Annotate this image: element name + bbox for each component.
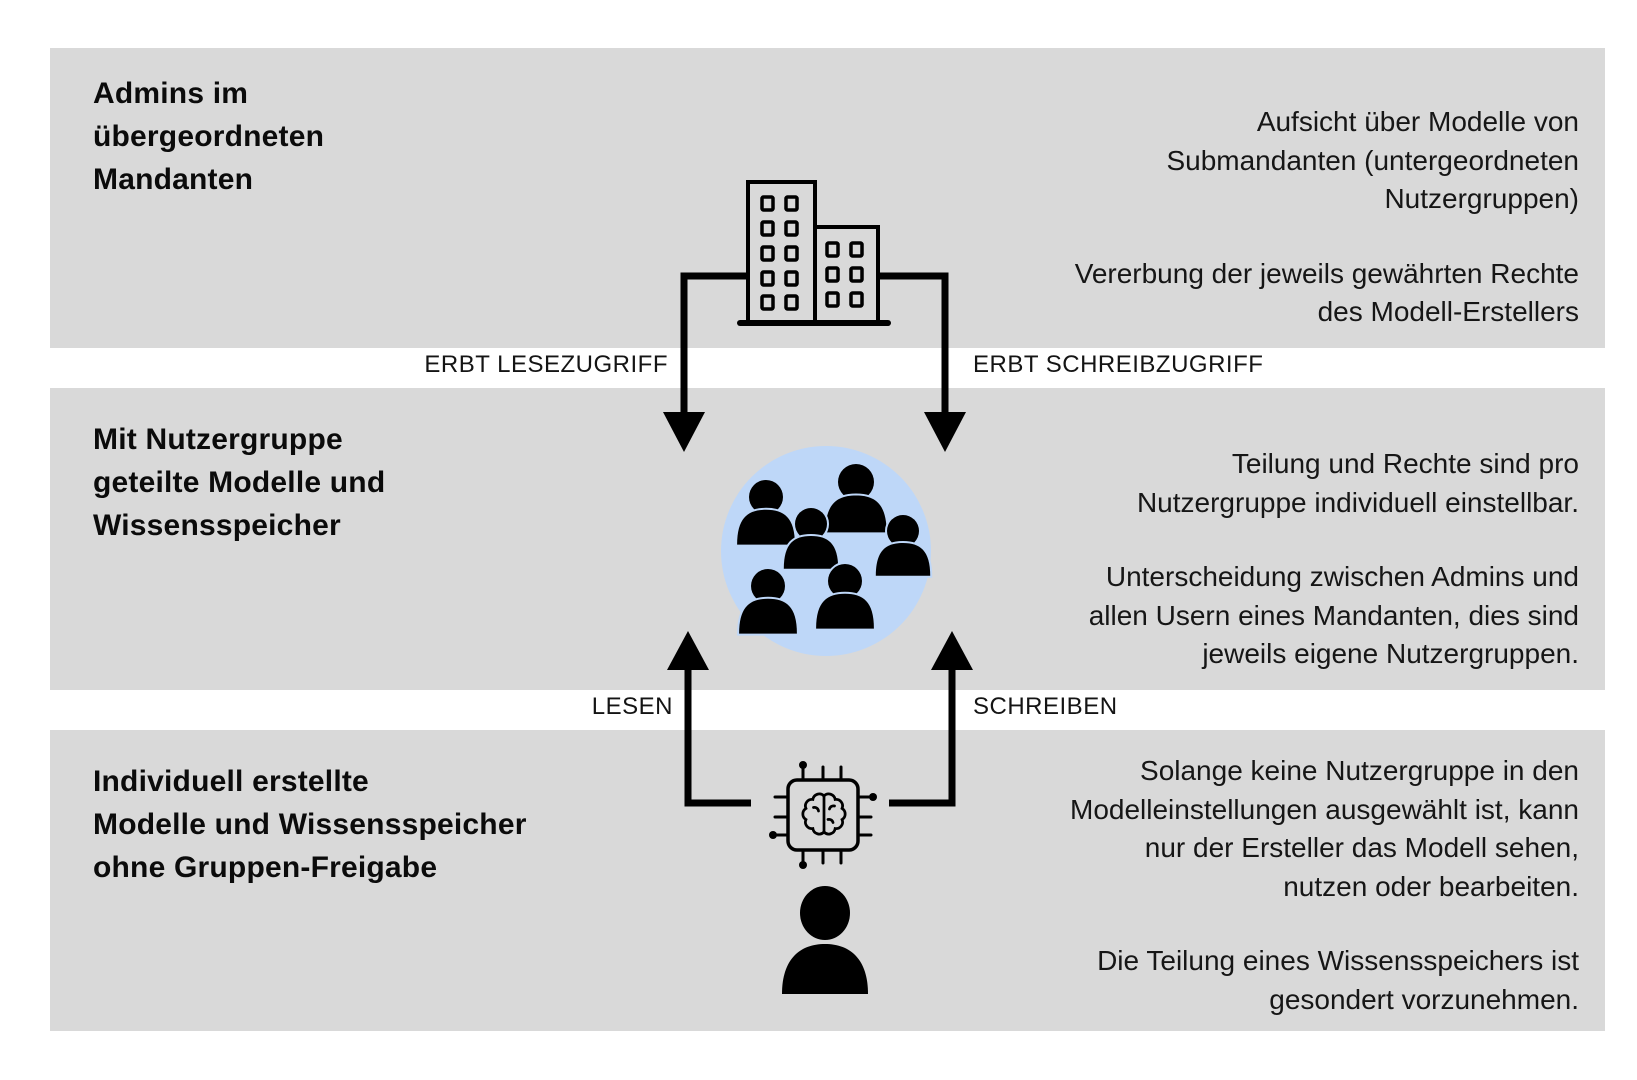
annotation-line: jeweils eigene Nutzergruppen. <box>1202 638 1579 669</box>
annotation-paragraph <box>1075 255 1579 332</box>
band-heading <box>93 760 527 889</box>
annotation-line: Aufsicht über Modelle von <box>1256 106 1579 137</box>
band-group-shared <box>50 388 1605 690</box>
band-annotations <box>1070 752 1579 1019</box>
heading-line: geteilte Modelle und <box>93 466 386 499</box>
heading-line: ohne Gruppen-Freigabe <box>93 851 438 884</box>
heading-line: übergeordneten <box>93 120 325 153</box>
annotation-paragraph <box>1089 558 1579 674</box>
heading-line: Wissensspeicher <box>93 509 341 542</box>
arrow-label-schreiben: SCHREIBEN <box>973 693 1118 720</box>
band-heading <box>93 72 324 201</box>
arrow-label-erbt-lesezugriff: ERBT LESEZUGRIFF <box>424 351 668 378</box>
band-individual <box>50 730 1605 1031</box>
annotation-line: Die Teilung eines Wissensspeichers ist <box>1097 945 1579 976</box>
annotation-paragraph <box>1070 752 1579 906</box>
annotation-line: Nutzergruppen) <box>1384 183 1579 214</box>
band-annotations <box>1075 103 1579 332</box>
heading-line: Admins im <box>93 77 249 110</box>
annotation-line: Solange keine Nutzergruppe in den <box>1140 755 1579 786</box>
arrow-label-erbt-schreibzugriff: ERBT SCHREIBZUGRIFF <box>973 351 1264 378</box>
annotation-line: Vererbung der jeweils gewährten Rechte <box>1074 257 1579 289</box>
arrow-label-lesen: LESEN <box>591 693 673 720</box>
annotation-line: Teilung und Rechte sind pro <box>1231 448 1579 479</box>
annotation-line: allen Usern eines Mandanten, dies sind <box>1088 599 1579 631</box>
band-annotations <box>1089 445 1579 674</box>
heading-line: Modelle und Wissensspeicher <box>93 808 527 841</box>
annotation-line: nutzen oder bearbeiten. <box>1283 870 1579 902</box>
annotation-line: Nutzergruppe individuell einstellbar. <box>1136 486 1579 518</box>
annotation-line: Submandanten (untergeordneten <box>1166 144 1579 176</box>
annotation-paragraph <box>1075 103 1579 219</box>
band-parent-tenant <box>50 48 1605 348</box>
annotation-line: gesondert vorzunehmen. <box>1269 983 1579 1015</box>
band-heading <box>93 418 385 547</box>
annotation-line: Unterscheidung zwischen Admins und <box>1105 561 1579 592</box>
annotation-line: Modelleinstellungen ausgewählt ist, kann <box>1070 793 1579 825</box>
annotation-paragraph <box>1089 445 1579 522</box>
annotation-line: des Modell-Erstellers <box>1317 296 1579 327</box>
heading-line: Mandanten <box>93 163 254 196</box>
annotation-line: nur der Ersteller das Modell sehen, <box>1144 832 1579 863</box>
annotation-paragraph <box>1070 942 1579 1019</box>
heading-line: Individuell erstellte <box>93 765 369 798</box>
heading-line: Mit Nutzergruppe <box>93 423 343 456</box>
